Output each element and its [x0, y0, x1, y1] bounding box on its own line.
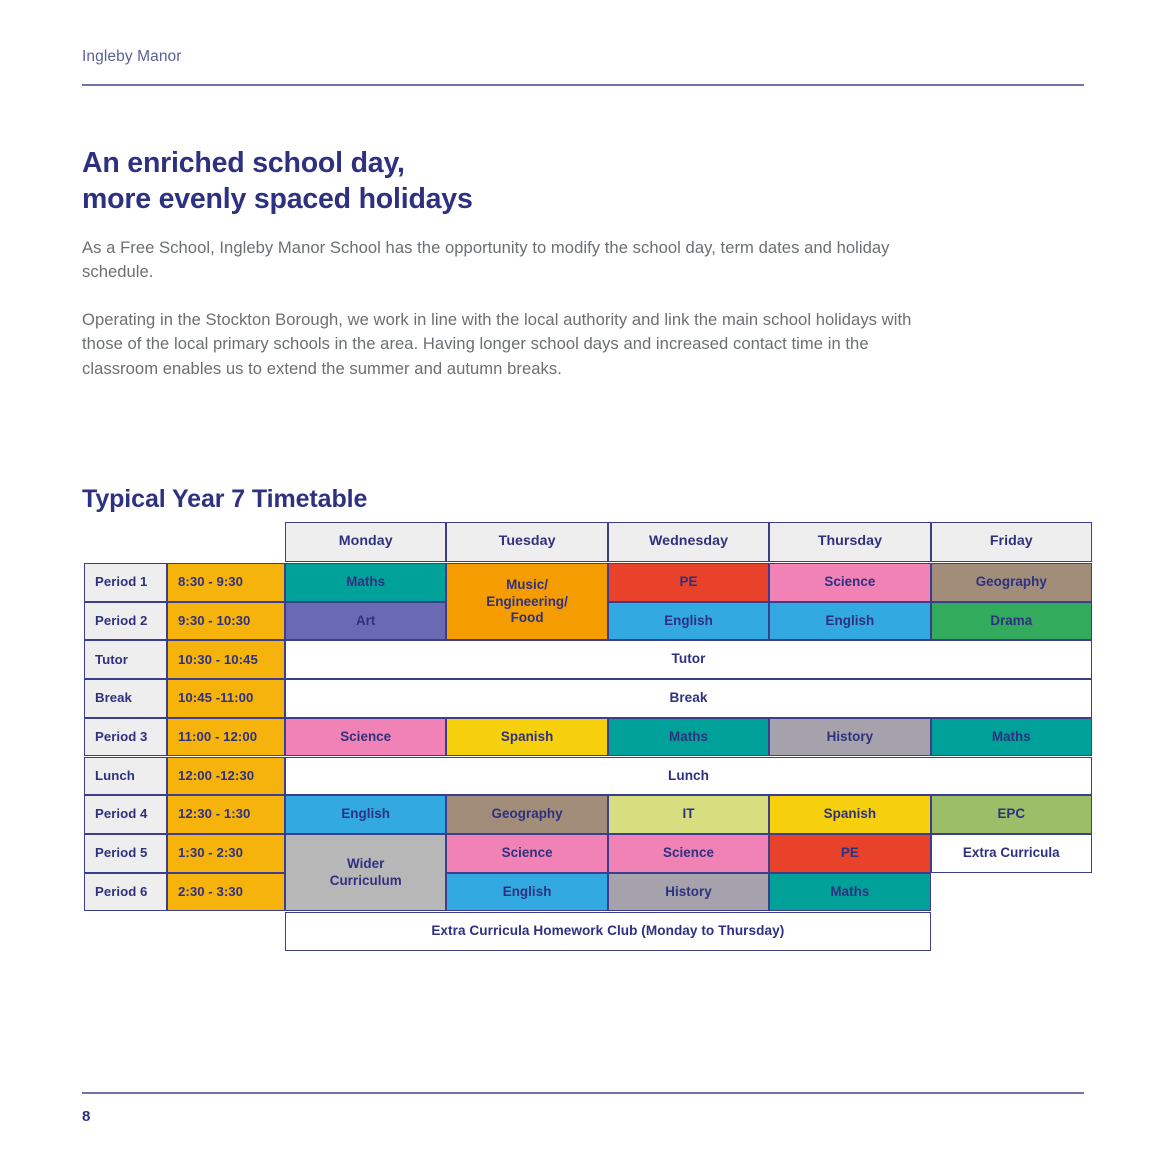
timetable-row-label-6: Period 4 — [84, 795, 167, 834]
timetable-cell-period2-friday: Drama — [931, 602, 1092, 641]
timetable-row-label-2: Tutor — [84, 640, 167, 679]
page-number: 8 — [82, 1108, 91, 1125]
timetable-cell-period2-wednesday: English — [608, 602, 769, 641]
timetable-band-tutor: Tutor — [285, 640, 1092, 679]
timetable-cell-period6-friday-empty — [931, 873, 1092, 912]
timetable-cell-period5-6-monday: Wider Curriculum — [285, 834, 446, 911]
timetable-cell-period1-2-tuesday: Music/ Engineering/ Food — [446, 563, 607, 640]
timetable-row-time-7: 1:30 - 2:30 — [167, 834, 285, 873]
timetable-row-time-5: 12:00 -12:30 — [167, 757, 285, 796]
timetable-cell-period5-tuesday: Science — [446, 834, 607, 873]
timetable-cell-period4-friday: EPC — [931, 795, 1092, 834]
timetable-row-label-8: Period 6 — [84, 873, 167, 912]
header-divider — [82, 84, 1084, 86]
timetable-cell-period1-wednesday: PE — [608, 563, 769, 602]
running-header-title: Ingleby Manor — [82, 48, 182, 65]
timetable-cell-period3-thursday: History — [769, 718, 930, 757]
timetable-row-label-0: Period 1 — [84, 563, 167, 602]
timetable-cell-period2-monday: Art — [285, 602, 446, 641]
timetable-cell-period4-monday: English — [285, 795, 446, 834]
timetable-band-lunch: Lunch — [285, 757, 1092, 796]
intro-paragraph-1: As a Free School, Ingleby Manor School has the opportunity to modify the school day, term dates and holiday schedule. — [82, 238, 890, 282]
timetable-cell-period4-thursday: Spanish — [769, 795, 930, 834]
timetable-day-header-monday: Monday — [285, 522, 446, 562]
timetable-row-time-2: 10:30 - 10:45 — [167, 640, 285, 679]
timetable-cell-period3-tuesday: Spanish — [446, 718, 607, 757]
intro-paragraph-2: Operating in the Stockton Borough, we work in line with the local authority and link the main school holidays with those of the local primary schools in the area. Having longer school days and increased contact time in the classroom enables us to extend the summer and autumn breaks. — [82, 310, 912, 378]
page-title-line-2: more evenly spaced holidays — [82, 182, 473, 215]
timetable-band-break: Break — [285, 679, 1092, 718]
timetable-cell-period5-thursday: PE — [769, 834, 930, 873]
timetable-day-header-friday: Friday — [931, 522, 1092, 562]
timetable-cell-period6-thursday: Maths — [769, 873, 930, 912]
timetable-row-label-7: Period 5 — [84, 834, 167, 873]
timetable-row-time-3: 10:45 -11:00 — [167, 679, 285, 718]
timetable — [84, 533, 1092, 993]
timetable-cell-period3-wednesday: Maths — [608, 718, 769, 757]
footer-divider — [82, 1092, 1084, 1094]
timetable-cell-period5-friday: Extra Curricula — [931, 834, 1092, 873]
timetable-heading: Typical Year 7 Timetable — [82, 485, 368, 513]
timetable-row-label-5: Lunch — [84, 757, 167, 796]
timetable-row-time-0: 8:30 - 9:30 — [167, 563, 285, 602]
timetable-day-header-tuesday: Tuesday — [446, 522, 607, 562]
timetable-band-homework-club: Extra Curricula Homework Club (Monday to Thursday) — [285, 912, 931, 951]
timetable-cell-period4-tuesday: Geography — [446, 795, 607, 834]
timetable-day-header-wednesday: Wednesday — [608, 522, 769, 562]
timetable-row-time-8: 2:30 - 3:30 — [167, 873, 285, 912]
timetable-row-label-4: Period 3 — [84, 718, 167, 757]
timetable-cell-period2-thursday: English — [769, 602, 930, 641]
timetable-cell-period1-monday: Maths — [285, 563, 446, 602]
page-title — [82, 146, 982, 218]
timetable-cell-period5-wednesday: Science — [608, 834, 769, 873]
timetable-row-time-4: 11:00 - 12:00 — [167, 718, 285, 757]
timetable-row-label-3: Break — [84, 679, 167, 718]
timetable-cell-period3-monday: Science — [285, 718, 446, 757]
timetable-day-header-thursday: Thursday — [769, 522, 930, 562]
timetable-cell-period6-tuesday: English — [446, 873, 607, 912]
timetable-cell-period4-wednesday: IT — [608, 795, 769, 834]
timetable-cell-period6-wednesday: History — [608, 873, 769, 912]
timetable-cell-period1-friday: Geography — [931, 563, 1092, 602]
timetable-cell-period3-friday: Maths — [931, 718, 1092, 757]
timetable-row-time-6: 12:30 - 1:30 — [167, 795, 285, 834]
page-title-line-1: An enriched school day, — [82, 147, 405, 179]
timetable-row-label-1: Period 2 — [84, 602, 167, 641]
running-header — [82, 48, 1084, 67]
timetable-cell-period1-thursday: Science — [769, 563, 930, 602]
timetable-row-time-1: 9:30 - 10:30 — [167, 602, 285, 641]
